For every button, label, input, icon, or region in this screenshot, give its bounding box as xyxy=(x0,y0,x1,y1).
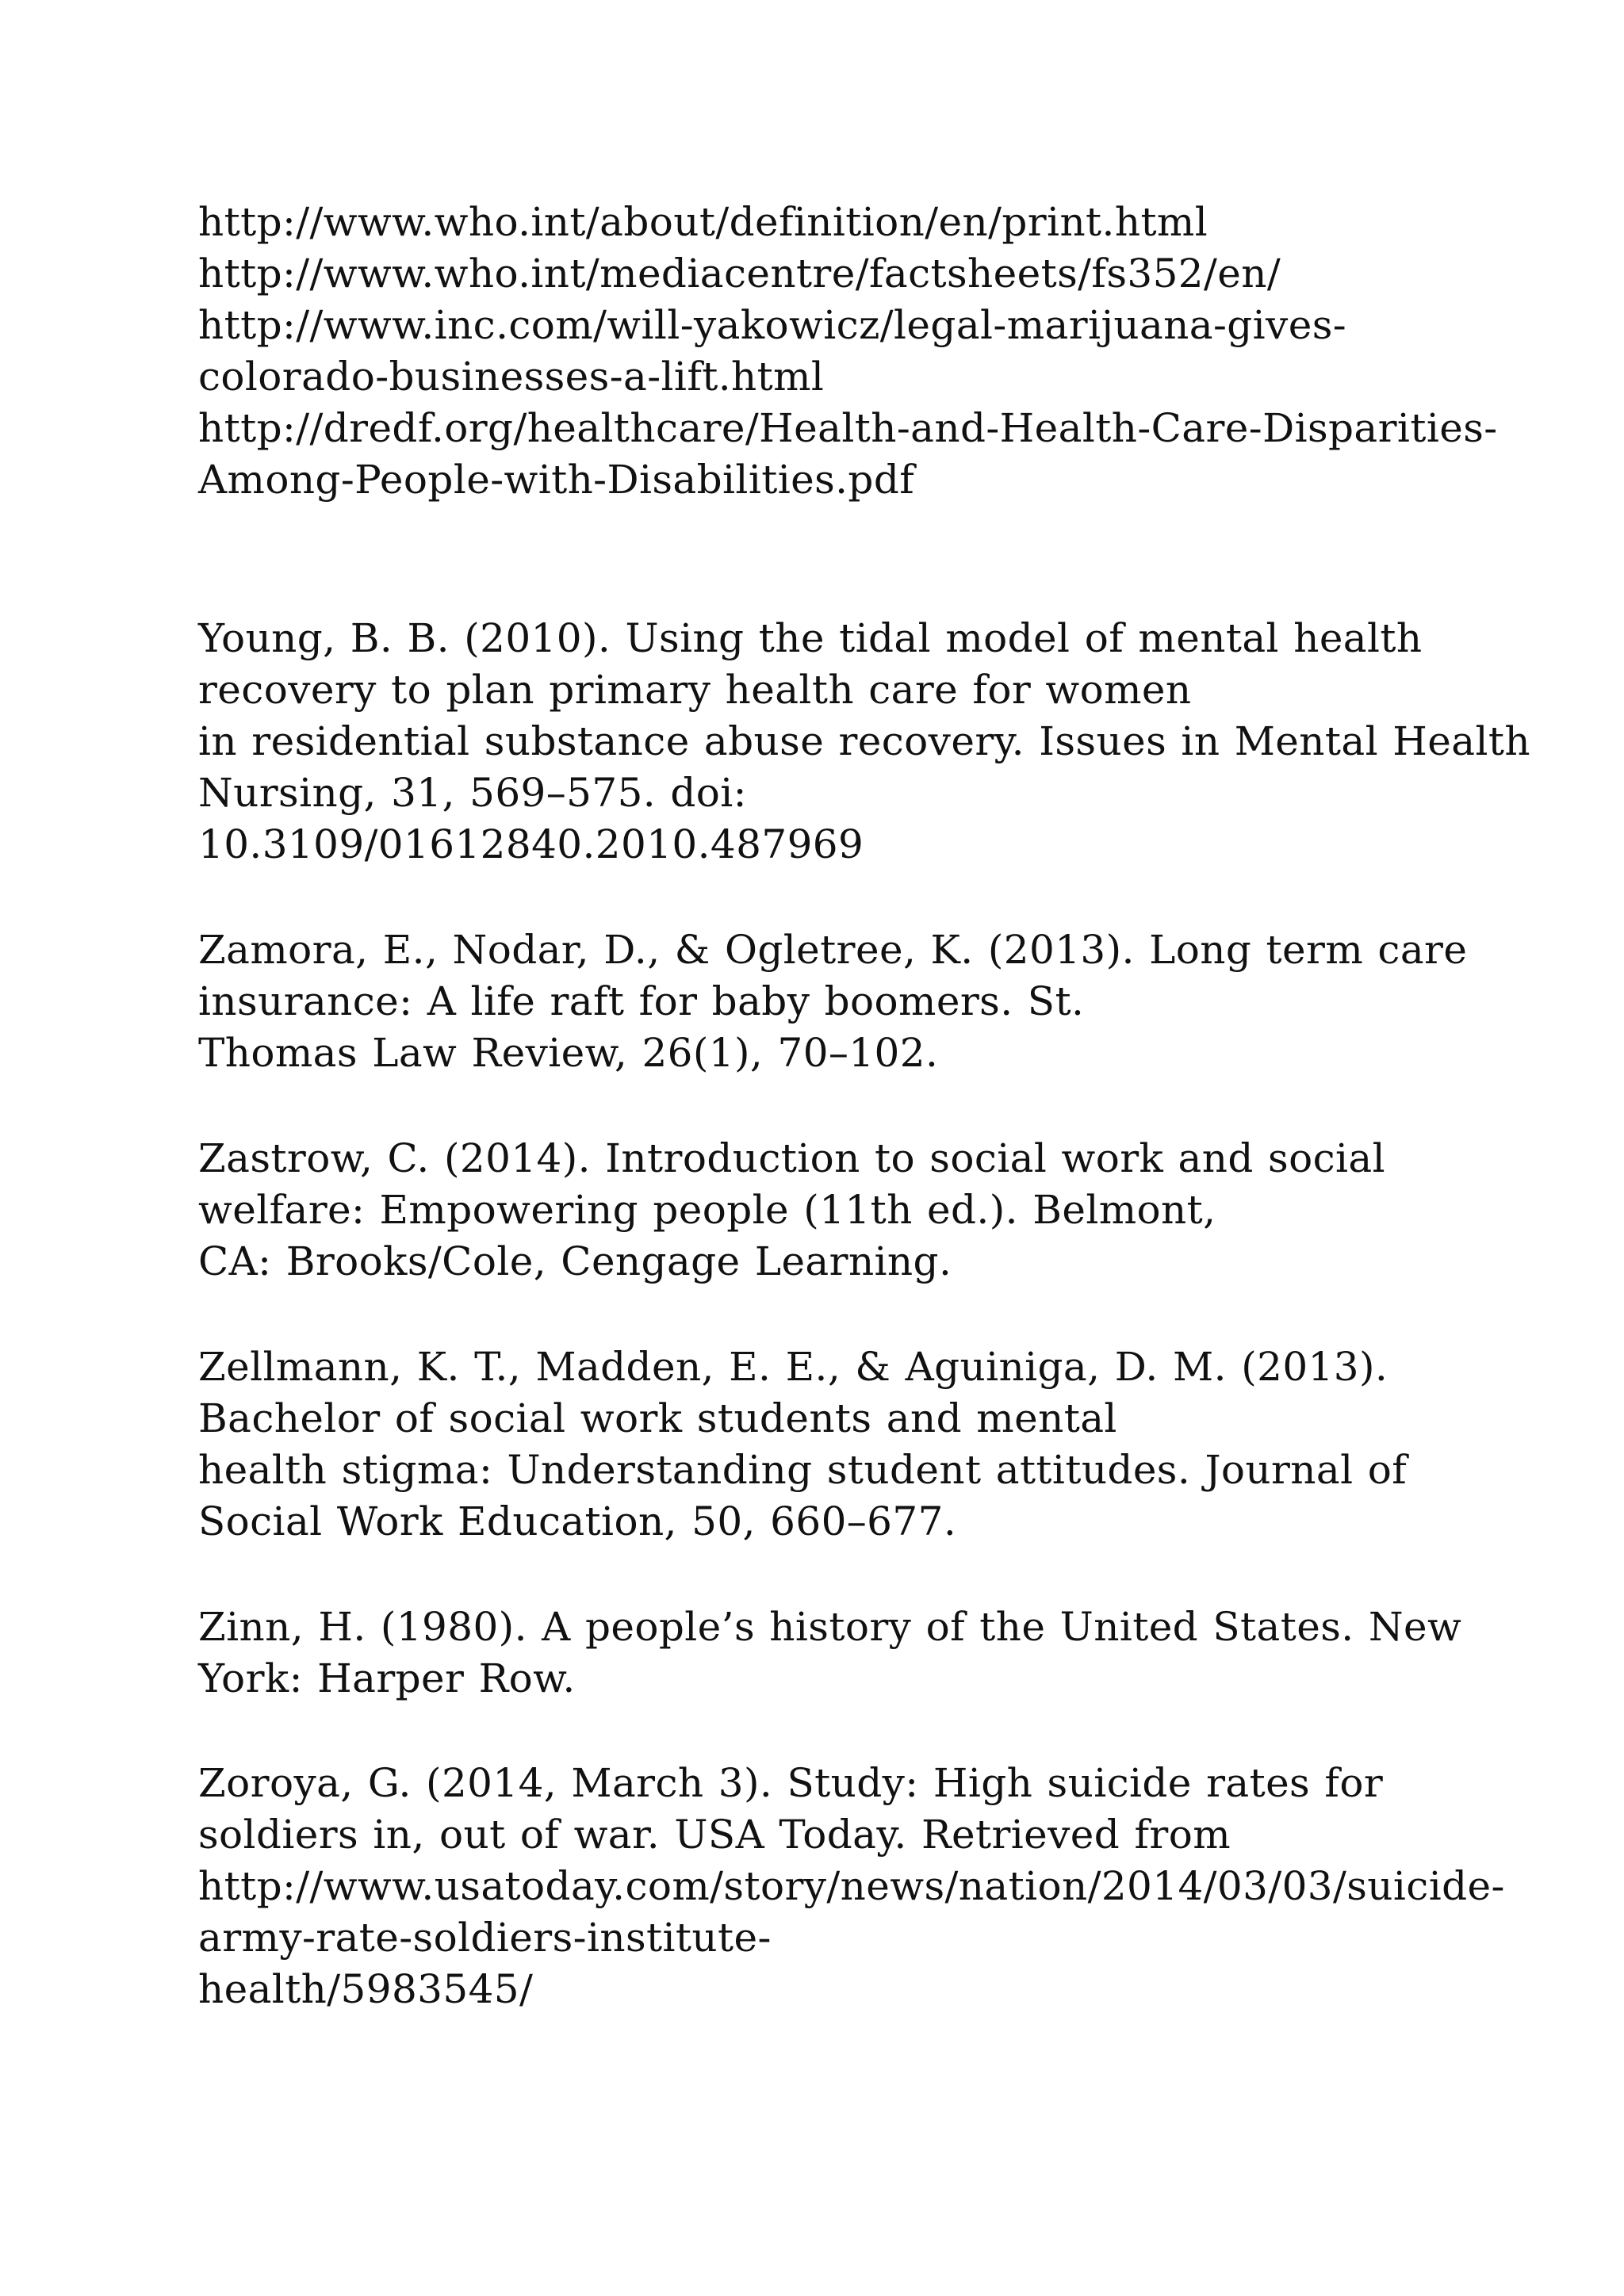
reference-line: Bachelor of social work students and mental xyxy=(198,1395,1117,1441)
reference-line: in residential substance abuse recovery. Issues in Mental Health xyxy=(198,718,1530,764)
reference-zamora xyxy=(198,924,1546,1079)
url-inc-line-1: http://www.inc.com/will-yakowicz/legal-marijuana-gives- xyxy=(198,302,1347,348)
reference-zoroya xyxy=(198,1758,1546,2015)
reference-line: Zastrow, C. (2014). Introduction to social work and social xyxy=(198,1135,1386,1181)
reference-line: soldiers in, out of war. USA Today. Retrieved from xyxy=(198,1812,1231,1858)
reference-zinn xyxy=(198,1601,1546,1705)
reference-line: insurance: A life raft for baby boomers. St. xyxy=(198,978,1085,1024)
reference-line: Zoroya, G. (2014, March 3). Study: High suicide rates for xyxy=(198,1760,1384,1806)
reference-line: recovery to plan primary health care for women xyxy=(198,667,1192,713)
reference-line: Young, B. B. (2010). Using the tidal model of mental health xyxy=(198,615,1423,661)
reference-line: Social Work Education, 50, 660–677. xyxy=(198,1498,957,1544)
reference-line: health stigma: Understanding student attitudes. Journal of xyxy=(198,1447,1408,1493)
url-who-definition: http://www.who.int/about/definition/en/print.html xyxy=(198,199,1208,245)
reference-line: Zellmann, K. T., Madden, E. E., & Aguiniga, D. M. (2013). xyxy=(198,1344,1388,1390)
reference-zastrow xyxy=(198,1133,1546,1288)
reference-line: Nursing, 31, 569–575. doi: xyxy=(198,770,747,816)
reference-line: army-rate-soldiers-institute- xyxy=(198,1915,772,1961)
reference-line: http://www.usatoday.com/story/news/nation/2014/03/03/suicide- xyxy=(198,1863,1505,1909)
reference-line: CA: Brooks/Cole, Cengage Learning. xyxy=(198,1238,952,1284)
url-inc-line-2: colorado-businesses-a-lift.html xyxy=(198,354,825,400)
reference-line: Thomas Law Review, 26(1), 70–102. xyxy=(198,1030,939,1076)
reference-line: Zamora, E., Nodar, D., & Ogletree, K. (2013). Long term care xyxy=(198,927,1468,973)
url-dredf-line-1: http://dredf.org/healthcare/Health-and-Health-Care-Disparities- xyxy=(198,405,1498,451)
reference-young xyxy=(198,613,1546,871)
url-list xyxy=(198,197,1546,506)
reference-line: Zinn, H. (1980). A people’s history of the United States. New xyxy=(198,1604,1462,1650)
url-dredf-line-2: Among-People-with-Disabilities.pdf xyxy=(198,457,915,503)
reference-line: York: Harper Row. xyxy=(198,1655,576,1701)
url-who-factsheet: http://www.who.int/mediacentre/factsheets/fs352/en/ xyxy=(198,251,1281,297)
reference-line: health/5983545/ xyxy=(198,1966,534,2012)
reference-line: 10.3109/01612840.2010.487969 xyxy=(198,821,864,867)
reference-zellmann xyxy=(198,1341,1546,1548)
reference-line: welfare: Empowering people (11th ed.). Belmont, xyxy=(198,1187,1216,1233)
